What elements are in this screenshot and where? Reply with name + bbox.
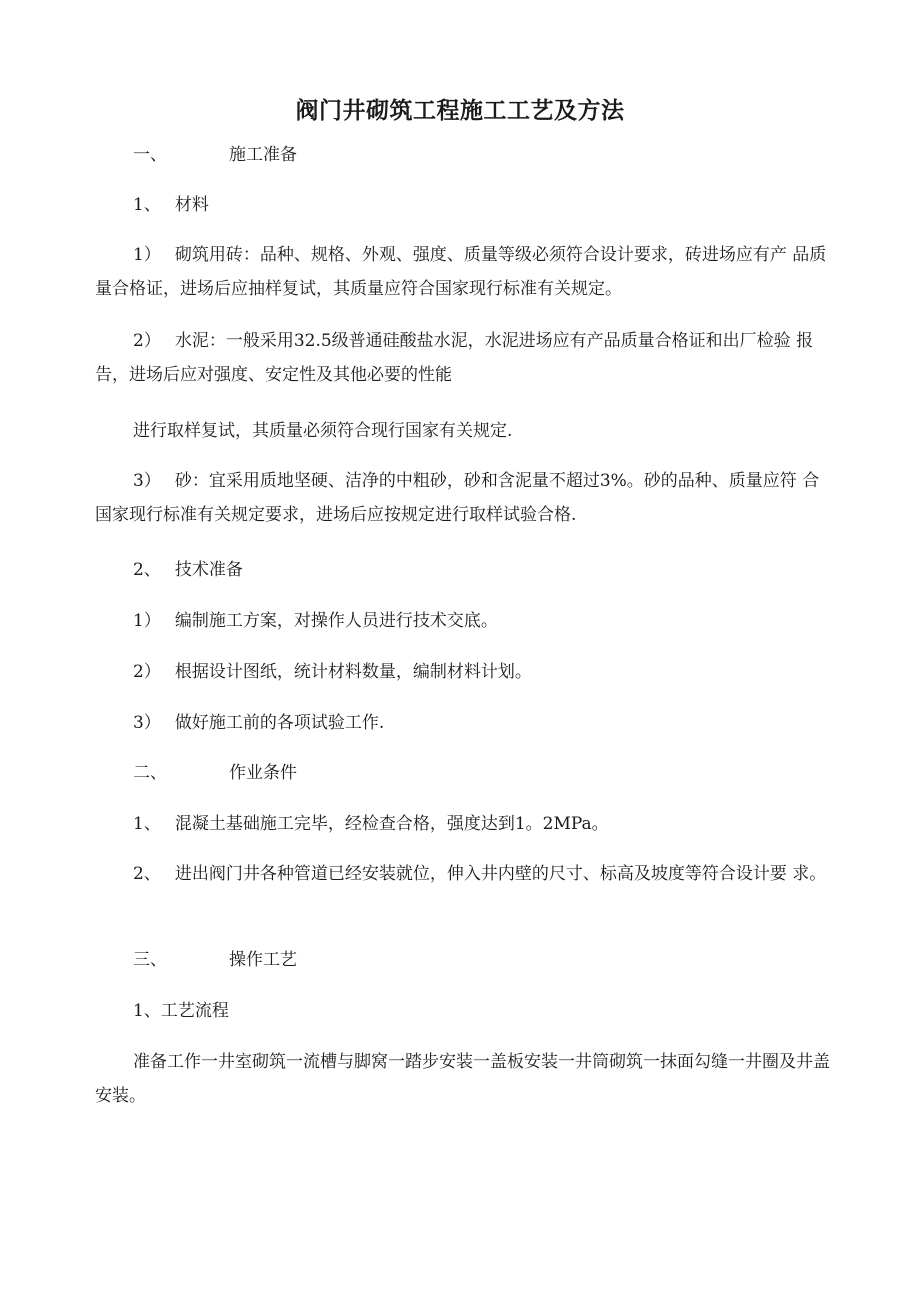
item-number: 3）	[133, 471, 161, 491]
subsection-heading-technical	[133, 553, 873, 587]
item-text: 做好施工前的各项试验工作.	[174, 713, 385, 733]
list-item-technical-3	[133, 706, 873, 740]
item-text: 砌筑用砖：品种、规格、外观、强度、质量等级必须符合设计要求，砖进场应有产 品质量合格证，进场后应抽样复试，其质量应符合国家现行标准有关规定。	[95, 245, 827, 299]
subsection-number: 2、	[133, 560, 161, 580]
item-number: 2）	[133, 662, 161, 682]
item-text: 进出阀门井各种管道已经安装就位，伸入井内壁的尺寸、标高及坡度等符合设计要 求。	[174, 864, 827, 884]
subsection-number: 1、	[133, 195, 161, 215]
paragraph-process-flow: 准备工作一井室砌筑一流槽与脚窝一踏步安装一盖板安装一井筒砌筑一抹面勾缝一井圈及井盖安装。	[95, 1052, 830, 1106]
section-number: 二、	[133, 763, 167, 783]
item-text: 编制施工方案，对操作人员进行技术交底。	[174, 611, 498, 631]
item-text: 砂：宜采用质地坚硬、洁净的中粗砂，砂和含泥量不超过3%。砂的品种、质量应符 合国家现行标准有关规定要求，进场后应按规定进行取样试验合格.	[95, 471, 820, 525]
subsection-title: 技术准备	[174, 560, 243, 580]
subsection-heading-process-flow: 1、工艺流程	[133, 1001, 229, 1021]
item-number: 1）	[133, 245, 161, 265]
section-number: 三、	[133, 950, 167, 970]
item-number: 2）	[133, 331, 161, 351]
paragraph-condition-2	[95, 857, 835, 891]
section-title: 操作工艺	[229, 950, 297, 970]
list-item-condition-1	[133, 807, 873, 841]
section-heading-2	[133, 756, 873, 790]
item-number: 2、	[133, 864, 161, 884]
subsection-title: 材料	[174, 195, 209, 215]
section-number: 一、	[133, 145, 167, 165]
section-heading-3	[133, 943, 873, 977]
item-text: 根据设计图纸，统计材料数量，编制材料计划。	[174, 662, 532, 682]
paragraph-sand	[95, 464, 835, 532]
item-text: 水泥：一般采用32.5级普通硅酸盐水泥，水泥进场应有产品质量合格证和出厂检验 报告，进场后应对强度、安定性及其他必要的性能	[95, 331, 814, 385]
paragraph-cement-continued: 进行取样复试，其质量必须符合现行国家有关规定.	[133, 421, 513, 441]
document-title: 阀门井砌筑工程施工工艺及方法	[295, 97, 625, 124]
item-number: 1）	[133, 611, 161, 631]
subsection-heading-materials	[133, 188, 873, 222]
item-number: 1、	[133, 814, 161, 834]
section-heading-1	[133, 138, 873, 172]
list-item-technical-2	[133, 655, 873, 689]
item-number: 3）	[133, 713, 161, 733]
paragraph-brick	[95, 238, 835, 306]
list-item-technical-1	[133, 604, 873, 638]
section-title: 作业条件	[229, 763, 297, 783]
paragraph-cement	[95, 324, 835, 392]
section-title: 施工准备	[229, 145, 297, 165]
item-text: 混凝土基础施工完毕，经检查合格，强度达到1。2MPa。	[174, 814, 609, 834]
